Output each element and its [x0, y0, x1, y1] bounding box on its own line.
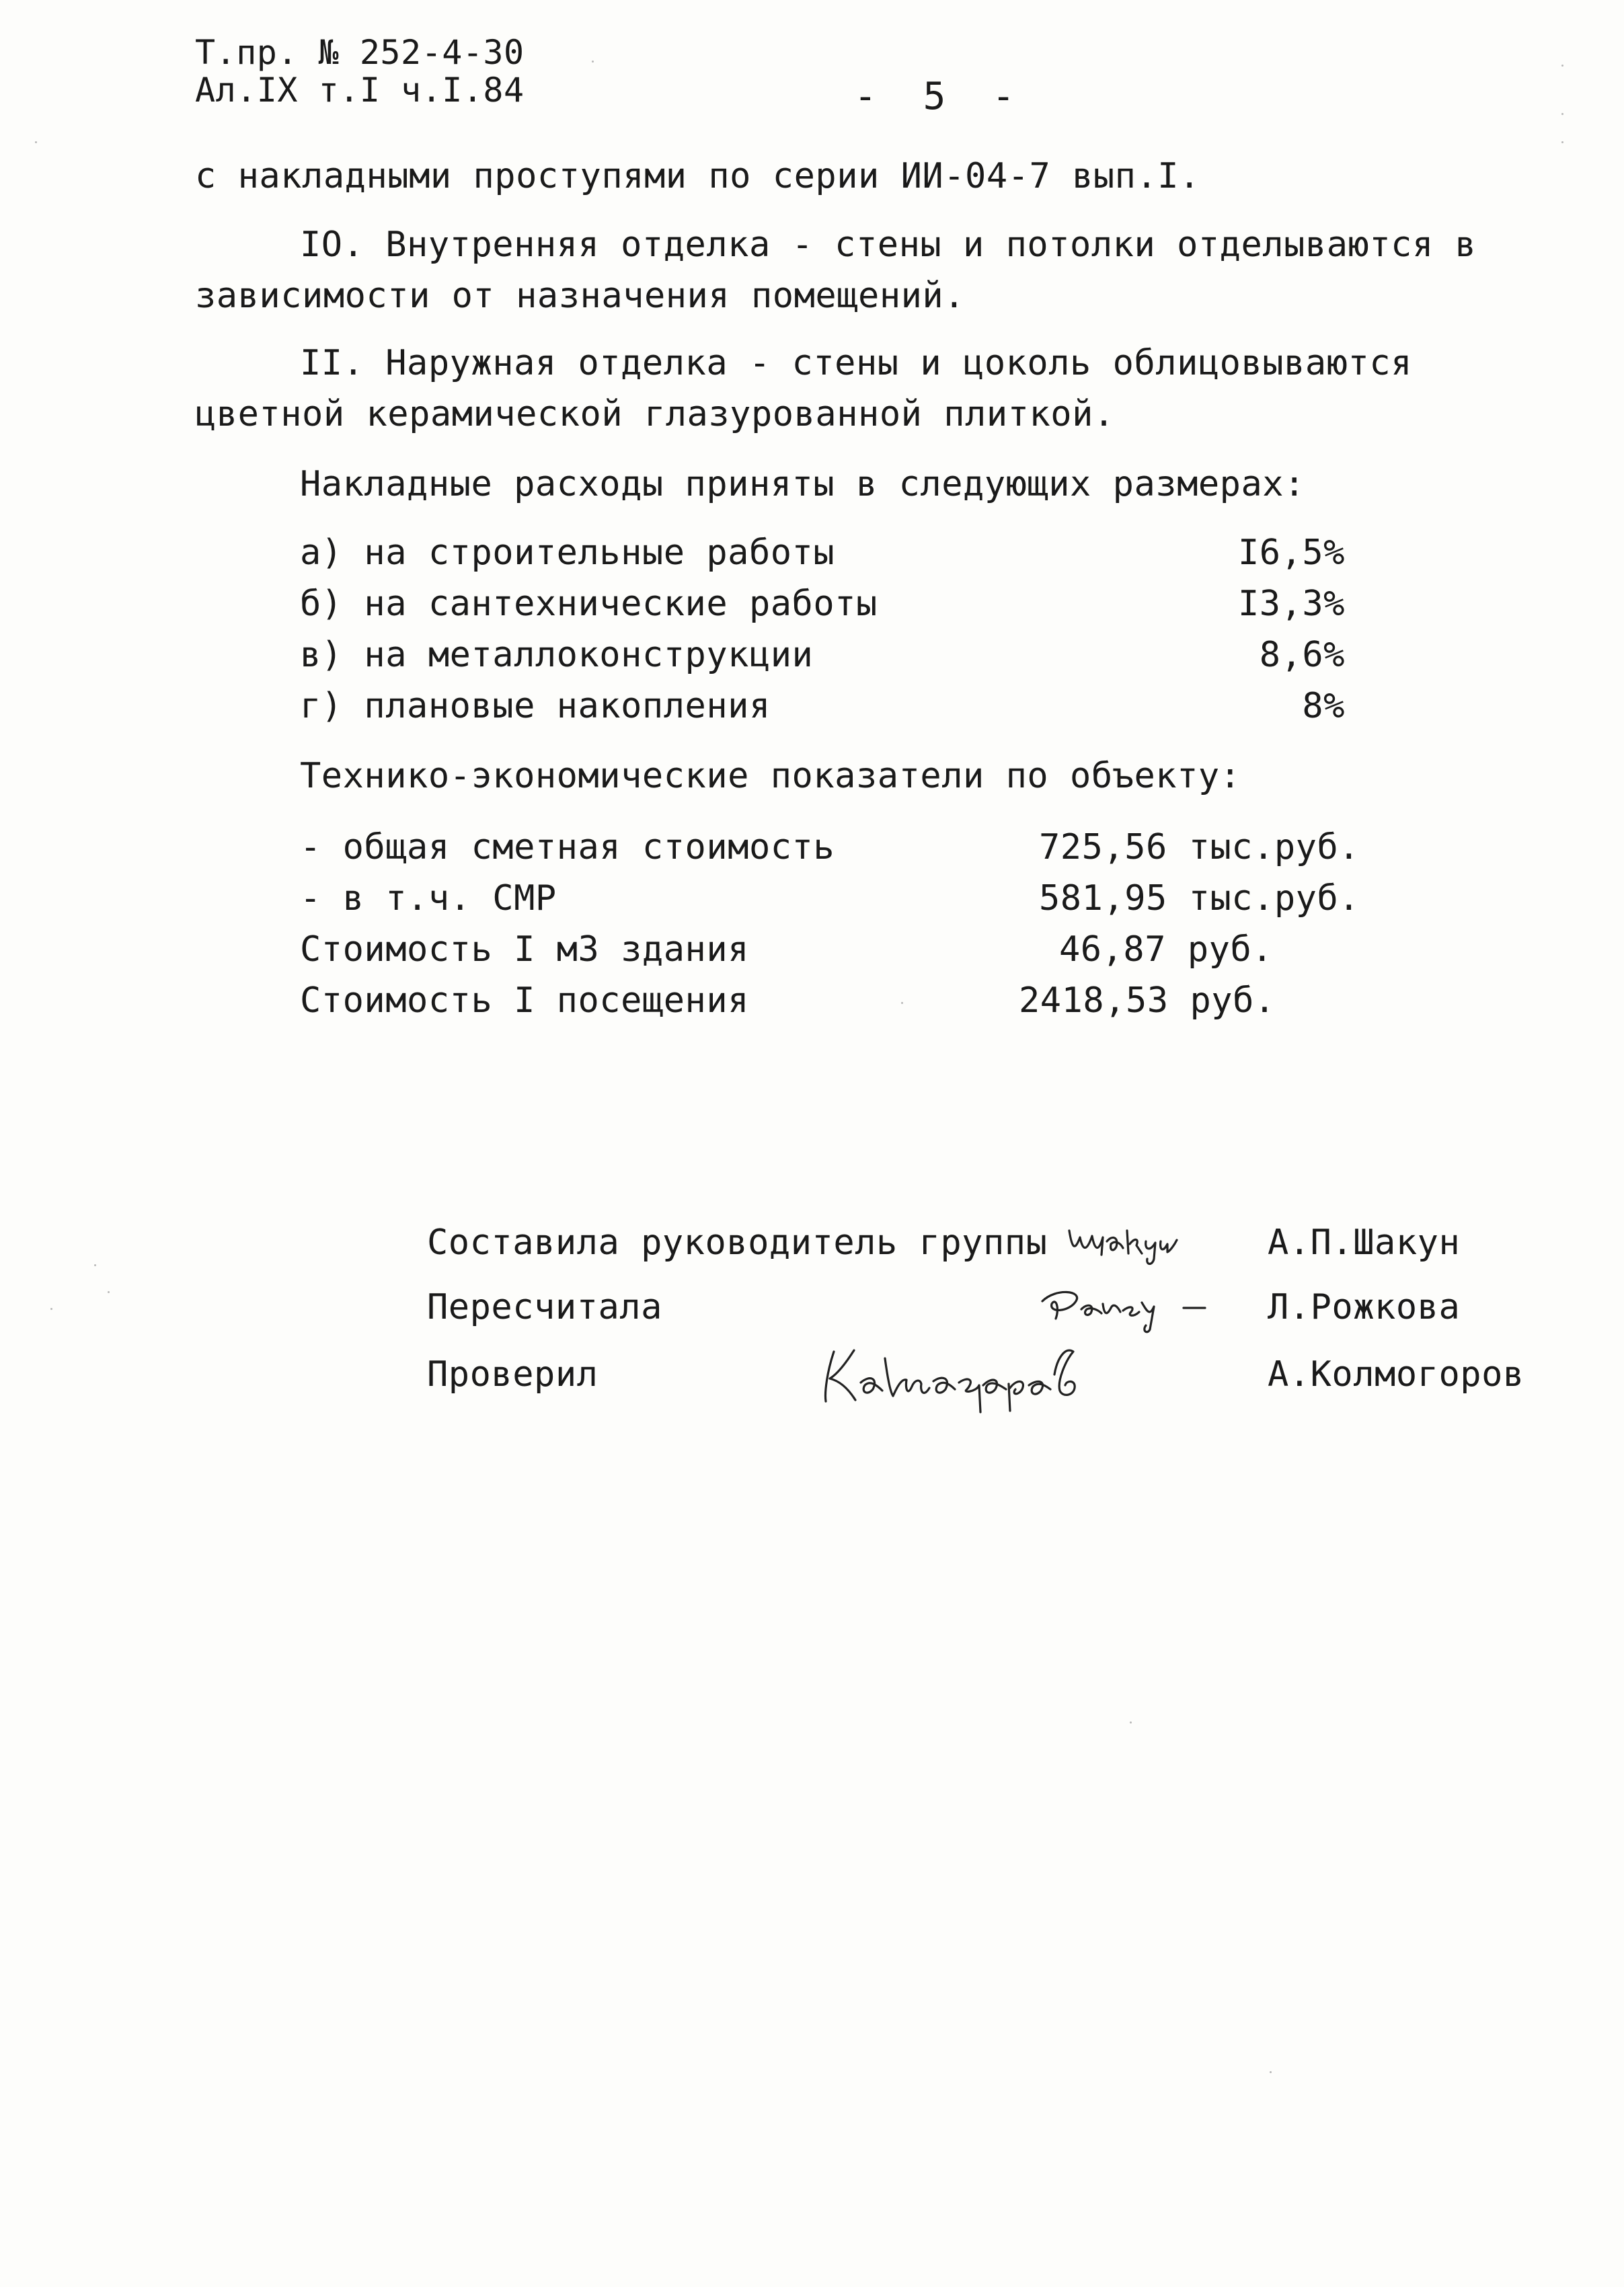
item-10-line-1: IO. Внутренняя отделка - стены и потолки отделываются в: [300, 225, 1477, 265]
overhead-item-value: I3,3%: [1237, 584, 1345, 624]
indicator-label: - общая сметная стоимость: [300, 827, 835, 867]
overheads-heading: Накладные расходы приняты в следующих размерах:: [300, 464, 1305, 504]
item-10-line-2: зависимости от назначения помещений.: [195, 276, 966, 316]
indicator-value: 46,87 руб.: [1059, 929, 1274, 970]
scan-speck: [108, 1291, 110, 1293]
overhead-item-value: I6,5%: [1237, 533, 1345, 573]
handwritten-signature: [1029, 1274, 1231, 1335]
handwritten-signature: [807, 1331, 1184, 1419]
scan-speck: [1561, 141, 1563, 143]
scan-speck: [1561, 65, 1563, 67]
scan-speck: [1130, 1721, 1132, 1723]
header-album-ref: Ал.IX т.I ч.I.84: [195, 71, 525, 110]
item-11-line-1: II. Наружная отделка - стены и цоколь облицовываются: [300, 343, 1412, 383]
signatory-name: А.П.Шакун: [1268, 1223, 1461, 1263]
signatory-name: А.Колмогоров: [1268, 1354, 1524, 1395]
indicator-value: 581,95 тыс.руб.: [1039, 878, 1360, 919]
indicators-heading: Технико-экономические показатели по объекту:: [300, 756, 1241, 796]
item-11-line-2: цветной керамической глазурованной плиткой.: [195, 394, 1115, 434]
scan-speck: [1561, 113, 1563, 115]
signatory-name: Л.Рожкова: [1268, 1287, 1461, 1327]
overhead-item-value: 8%: [1302, 686, 1345, 726]
scan-speck: [1270, 2071, 1272, 2073]
overhead-item-label: в) на металлоконструкции: [300, 635, 814, 675]
page-number: - 5 -: [854, 75, 1015, 118]
header-document-code: Т.пр. № 252-4-30: [195, 33, 525, 72]
signature-role: Составила руководитель группы: [427, 1223, 1048, 1263]
overhead-item-label: г) плановые накопления: [300, 686, 771, 726]
overhead-item-label: а) на строительные работы: [300, 533, 835, 573]
signature-role: Проверил: [427, 1354, 598, 1395]
scan-speck: [50, 1308, 52, 1310]
indicator-label: Стоимость I м3 здания: [300, 929, 749, 970]
indicator-value: 2418,53 руб.: [1019, 980, 1276, 1021]
scan-speck: [592, 61, 594, 63]
signature-role: Пересчитала: [427, 1287, 662, 1327]
scan-speck: [94, 1264, 96, 1266]
indicator-label: - в т.ч. СМР: [300, 878, 557, 919]
overhead-item-value: 8,6%: [1259, 635, 1345, 675]
handwritten-signature: [1062, 1210, 1224, 1271]
indicator-value: 725,56 тыс.руб.: [1039, 827, 1360, 867]
indicator-label: Стоимость I посещения: [300, 980, 749, 1021]
body-continuation-line: с накладными проступями по серии ИИ-04-7 вып.I.: [195, 156, 1200, 196]
overhead-item-label: б) на сантехнические работы: [300, 584, 878, 624]
scan-speck: [35, 141, 37, 143]
scan-speck: [901, 1002, 903, 1004]
